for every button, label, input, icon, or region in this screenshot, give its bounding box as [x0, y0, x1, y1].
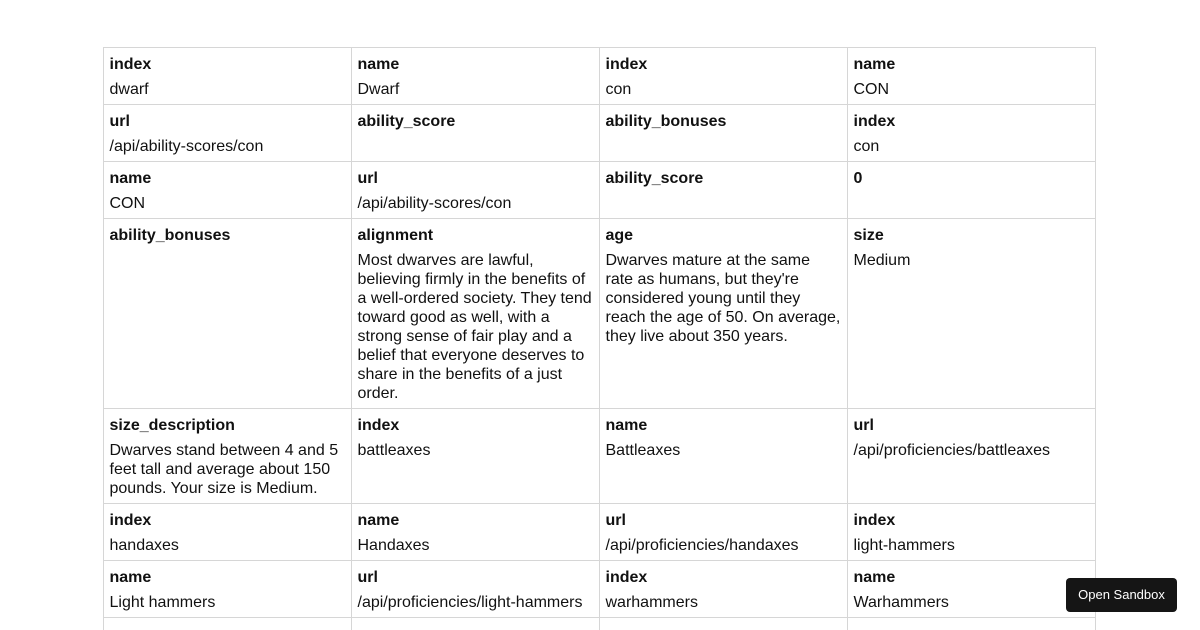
- cell-key: size_description: [109, 416, 235, 434]
- cell-key: alignment: [357, 226, 434, 244]
- cell-key: index: [853, 112, 896, 130]
- data-grid: [103, 47, 1097, 630]
- grid-cell: [103, 104, 352, 162]
- cell-value: con: [605, 80, 632, 98]
- grid-cell: [351, 617, 600, 630]
- cell-value: /api/ability-scores/con: [109, 137, 264, 155]
- grid-cell: [599, 560, 848, 618]
- cell-key: url: [605, 511, 626, 529]
- cell-value: Battleaxes: [605, 441, 681, 459]
- cell-value: Dwarf: [357, 80, 400, 98]
- cell-value: battleaxes: [357, 441, 431, 459]
- cell-value: /api/ability-scores/con: [357, 194, 512, 212]
- grid-cell: [103, 161, 352, 219]
- grid-cell: [847, 47, 1096, 105]
- grid-cell: [351, 560, 600, 618]
- cell-value: Warhammers: [853, 593, 949, 611]
- grid-cell: [847, 560, 1096, 618]
- cell-value: Handaxes: [357, 536, 430, 554]
- cell-value: warhammers: [605, 593, 698, 611]
- grid-cell: [847, 218, 1096, 409]
- cell-key: 0: [853, 169, 863, 187]
- cell-key: index: [605, 568, 648, 586]
- cell-value: handaxes: [109, 536, 179, 554]
- cell-key: name: [109, 568, 152, 586]
- grid-cell: [103, 408, 352, 504]
- cell-key: name: [853, 55, 896, 73]
- grid-cell: [103, 218, 352, 409]
- grid-cell: [847, 503, 1096, 561]
- cell-key: age: [605, 226, 634, 244]
- cell-key: name: [357, 55, 400, 73]
- grid-cell: [351, 503, 600, 561]
- cell-key: url: [853, 416, 874, 434]
- cell-value: con: [853, 137, 880, 155]
- grid-cell: [351, 218, 600, 409]
- open-sandbox-button[interactable]: Open Sandbox: [1066, 578, 1177, 612]
- cell-value: dwarf: [109, 80, 149, 98]
- grid-cell: [599, 161, 848, 219]
- cell-key: name: [853, 568, 896, 586]
- grid-cell: [103, 560, 352, 618]
- cell-key: index: [109, 511, 152, 529]
- cell-value: Dwarves mature at the same rate as humans, but they're considered young until they reach the age of 50. On average, they live about 350 years.: [605, 251, 841, 345]
- grid-cell: [847, 617, 1096, 630]
- cell-value: Medium: [853, 251, 911, 269]
- cell-key: url: [357, 169, 378, 187]
- grid-cell: [599, 218, 848, 409]
- grid-cell: [599, 104, 848, 162]
- grid-cell: [351, 408, 600, 504]
- grid-cell: [599, 617, 848, 630]
- cell-value: light-hammers: [853, 536, 955, 554]
- cell-key: ability_score: [357, 112, 456, 130]
- grid-cell: [103, 617, 352, 630]
- grid-cell: [103, 503, 352, 561]
- cell-key: index: [357, 416, 400, 434]
- grid-cell: [351, 104, 600, 162]
- cell-value: CON: [109, 194, 146, 212]
- cell-value: /api/proficiencies/battleaxes: [853, 441, 1051, 459]
- cell-key: name: [109, 169, 152, 187]
- cell-key: ability_bonuses: [109, 226, 231, 244]
- cell-key: index: [853, 511, 896, 529]
- cell-key: name: [605, 416, 648, 434]
- cell-value: /api/proficiencies/handaxes: [605, 536, 799, 554]
- cell-value: CON: [853, 80, 890, 98]
- cell-key: size: [853, 226, 884, 244]
- grid-cell: [847, 104, 1096, 162]
- cell-value: Light hammers: [109, 593, 216, 611]
- cell-value: Dwarves stand between 4 and 5 feet tall and average about 150 pounds. Your size is Medium.: [109, 441, 339, 497]
- grid-cell: [103, 47, 352, 105]
- grid-cell: [599, 408, 848, 504]
- cell-key: index: [605, 55, 648, 73]
- cell-key: ability_bonuses: [605, 112, 727, 130]
- cell-key: name: [357, 511, 400, 529]
- cell-key: url: [109, 112, 130, 130]
- cell-key: index: [109, 55, 152, 73]
- cell-value: /api/proficiencies/light-hammers: [357, 593, 583, 611]
- cell-key: url: [357, 568, 378, 586]
- cell-key: ability_score: [605, 169, 704, 187]
- grid-cell: [847, 161, 1096, 219]
- grid-cell: [847, 408, 1096, 504]
- cell-value: Most dwarves are lawful, believing firmly in the benefits of a well-ordered society. They tend toward good as well, with a strong sense of fair play and a belief that everyone deserves to share in the benefits of a just order.: [357, 251, 592, 402]
- grid-cell: [599, 503, 848, 561]
- grid-cell: [599, 47, 848, 105]
- grid-cell: [351, 47, 600, 105]
- grid-cell: [351, 161, 600, 219]
